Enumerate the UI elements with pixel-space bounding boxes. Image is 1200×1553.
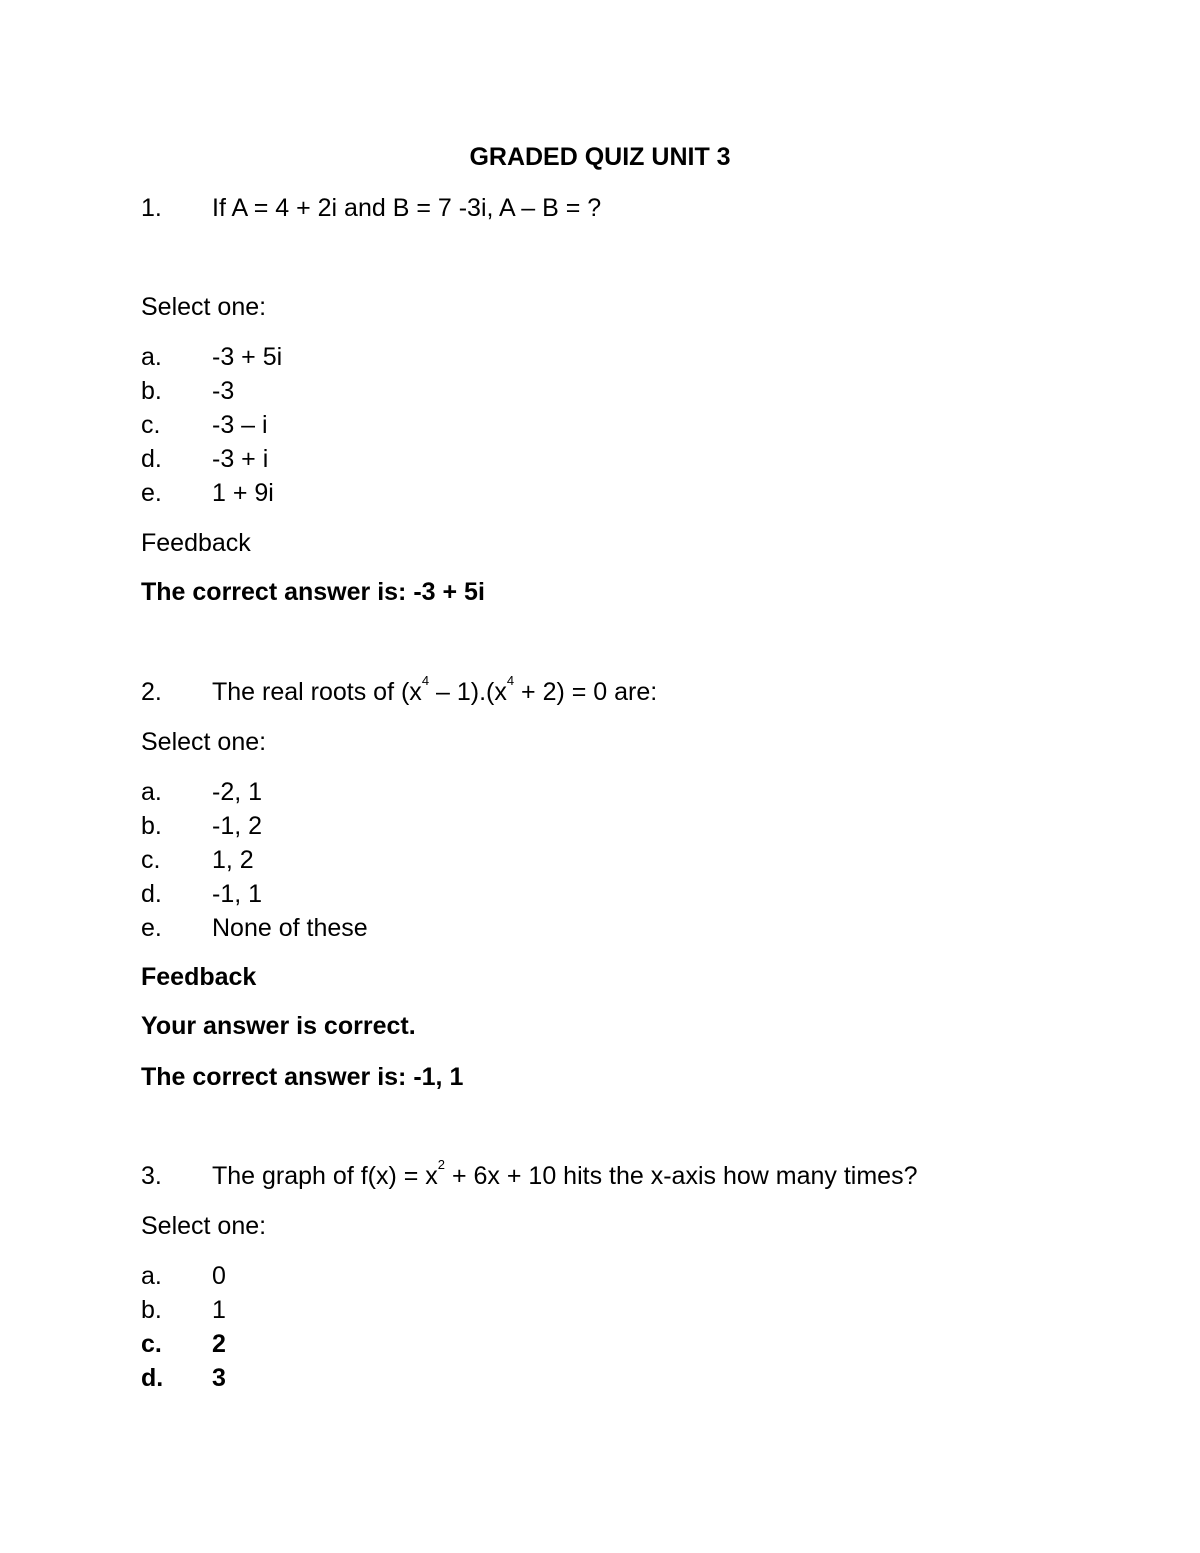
exponent: 2 — [437, 1157, 446, 1172]
option-text: None of these — [212, 914, 368, 942]
option-letter: c. — [141, 1330, 162, 1358]
option-letter: b. — [141, 812, 162, 840]
correct-answer: The correct answer is: -3 + 5i — [141, 578, 485, 606]
option-letter: c. — [141, 411, 161, 439]
select-one-label: Select one: — [141, 1212, 267, 1240]
option-text: 1, 2 — [212, 846, 254, 874]
option-text: -2, 1 — [212, 778, 263, 806]
exponent: 4 — [421, 673, 430, 688]
question-text: The graph of $f(x) = x^2 + 6x + 10$ hits the x-axis how many times? — [212, 1157, 918, 1190]
option-text: 1 — [212, 1296, 226, 1324]
question-number: 1. — [141, 194, 162, 222]
feedback-label: Feedback — [141, 529, 251, 557]
option-letter: b. — [141, 377, 162, 405]
option-letter: c. — [141, 846, 161, 874]
select-one-label: Select one: — [141, 293, 267, 321]
option-letter: a. — [141, 778, 162, 806]
option-text: 2 — [212, 1330, 226, 1358]
page-title: GRADED QUIZ UNIT 3 — [469, 143, 731, 171]
option-text: -3 — [212, 377, 235, 405]
option-text: -1, 1 — [212, 880, 263, 908]
option-letter: e. — [141, 914, 162, 942]
option-text: -3 + 5i — [212, 343, 283, 371]
correct-answer: The correct answer is: -1, 1 — [141, 1063, 464, 1091]
option-letter: b. — [141, 1296, 162, 1324]
option-text: 1 + 9i — [212, 479, 274, 507]
select-one-label: Select one: — [141, 728, 267, 756]
exponent: 4 — [506, 673, 515, 688]
option-letter: d. — [141, 880, 162, 908]
result-message: Your answer is correct. — [141, 1012, 416, 1040]
option-letter: a. — [141, 1262, 162, 1290]
question-number: 3. — [141, 1162, 162, 1190]
option-letter: a. — [141, 343, 162, 371]
question-number: 2. — [141, 678, 162, 706]
feedback-label: Feedback — [141, 963, 257, 991]
option-letter: d. — [141, 1364, 164, 1392]
option-text: -3 – i — [212, 411, 268, 439]
option-text: 0 — [212, 1262, 226, 1290]
question-text: If A = 4 + 2i and B = 7 -3i, A – B = ? — [212, 194, 602, 222]
option-letter: d. — [141, 445, 162, 473]
option-letter: e. — [141, 479, 162, 507]
option-text: -3 + i — [212, 445, 269, 473]
option-text: -1, 2 — [212, 812, 263, 840]
option-text: 3 — [212, 1364, 226, 1392]
question-text: The real roots of $(x^4 - 1).(x^4 + 2) = 0$ are: — [212, 673, 658, 706]
